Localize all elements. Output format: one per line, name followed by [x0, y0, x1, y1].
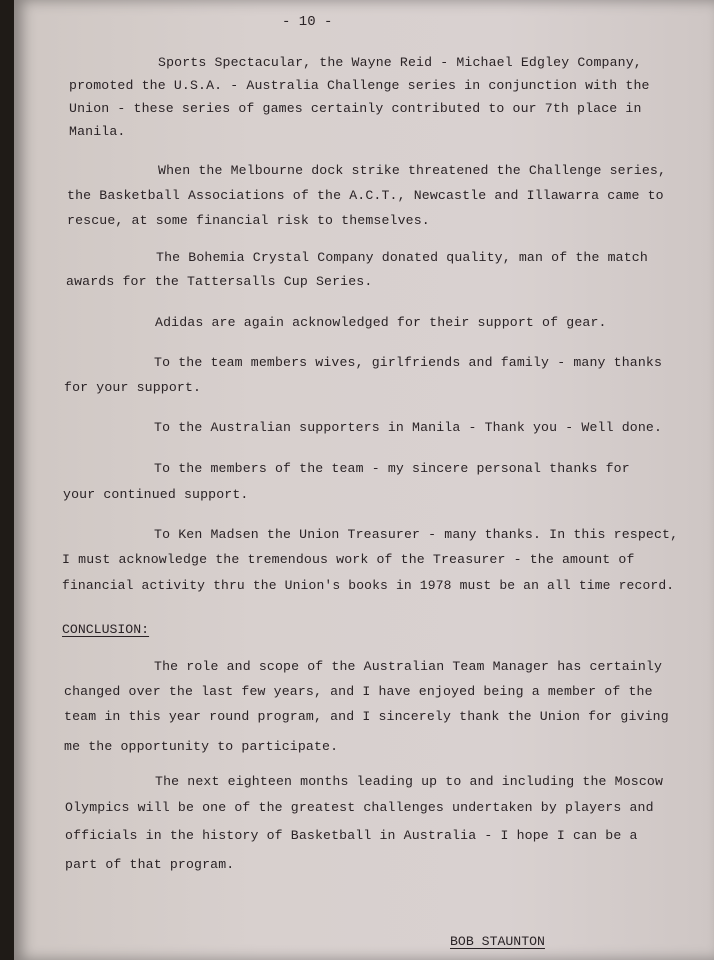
paragraph-1-line-4: Manila.	[69, 124, 126, 139]
paragraph-7-line-1: To the members of the team - my sincere personal thanks for	[154, 461, 630, 476]
conclusion-paragraph-1-line-4: me the opportunity to participate.	[64, 739, 339, 754]
paragraph-1-line-3: Union - these series of games certainly contributed to our 7th place in	[69, 101, 642, 116]
conclusion-paragraph-2-line-1: The next eighteen months leading up to and including the Moscow	[155, 774, 664, 789]
page-number: - 10 -	[282, 14, 333, 30]
paragraph-3-line-2: awards for the Tattersalls Cup Series.	[66, 274, 373, 289]
paragraph-8-line-2: I must acknowledge the tremendous work of the Treasurer - the amount of	[62, 552, 635, 567]
conclusion-paragraph-1-line-3: team in this year round program, and I sincerely thank the Union for giving	[64, 709, 669, 724]
paragraph-6-line-1: To the Australian supporters in Manila - Thank you - Well done.	[154, 420, 663, 435]
paragraph-3-line-1: The Bohemia Crystal Company donated quality, man of the match	[156, 250, 648, 265]
paragraph-8-line-1: To Ken Madsen the Union Treasurer - many thanks. In this respect,	[154, 527, 679, 542]
paragraph-2-line-2: the Basketball Associations of the A.C.T., Newcastle and Illawarra came to	[67, 188, 664, 203]
paragraph-1-line-2: promoted the U.S.A. - Australia Challenge series in conjunction with the	[69, 78, 650, 93]
paragraph-4-line-1: Adidas are again acknowledged for their support of gear.	[155, 315, 607, 330]
paragraph-8-line-3: financial activity thru the Union's books in 1978 must be an all time record.	[62, 578, 675, 593]
paragraph-5-line-1: To the team members wives, girlfriends and family - many thanks	[154, 355, 663, 370]
conclusion-heading: CONCLUSION:	[62, 622, 150, 637]
conclusion-paragraph-1-line-1: The role and scope of the Australian Team Manager has certainly	[154, 659, 663, 674]
paragraph-7-line-2: your continued support.	[63, 487, 249, 502]
conclusion-paragraph-2-line-4: part of that program.	[65, 857, 235, 872]
paragraph-1-line-1: Sports Spectacular, the Wayne Reid - Michael Edgley Company,	[158, 55, 642, 70]
signature-name: BOB STAUNTON	[450, 934, 545, 949]
paragraph-5-line-2: for your support.	[64, 380, 202, 395]
conclusion-paragraph-2-line-2: Olympics will be one of the greatest challenges undertaken by players and	[65, 800, 654, 815]
paragraph-2-line-3: rescue, at some financial risk to themselves.	[67, 213, 430, 228]
conclusion-paragraph-2-line-3: officials in the history of Basketball in Australia - I hope I can be a	[65, 828, 638, 843]
document-page	[14, 0, 714, 960]
paragraph-2-line-1: When the Melbourne dock strike threatened the Challenge series,	[158, 163, 667, 178]
conclusion-paragraph-1-line-2: changed over the last few years, and I have enjoyed being a member of the	[64, 684, 653, 699]
